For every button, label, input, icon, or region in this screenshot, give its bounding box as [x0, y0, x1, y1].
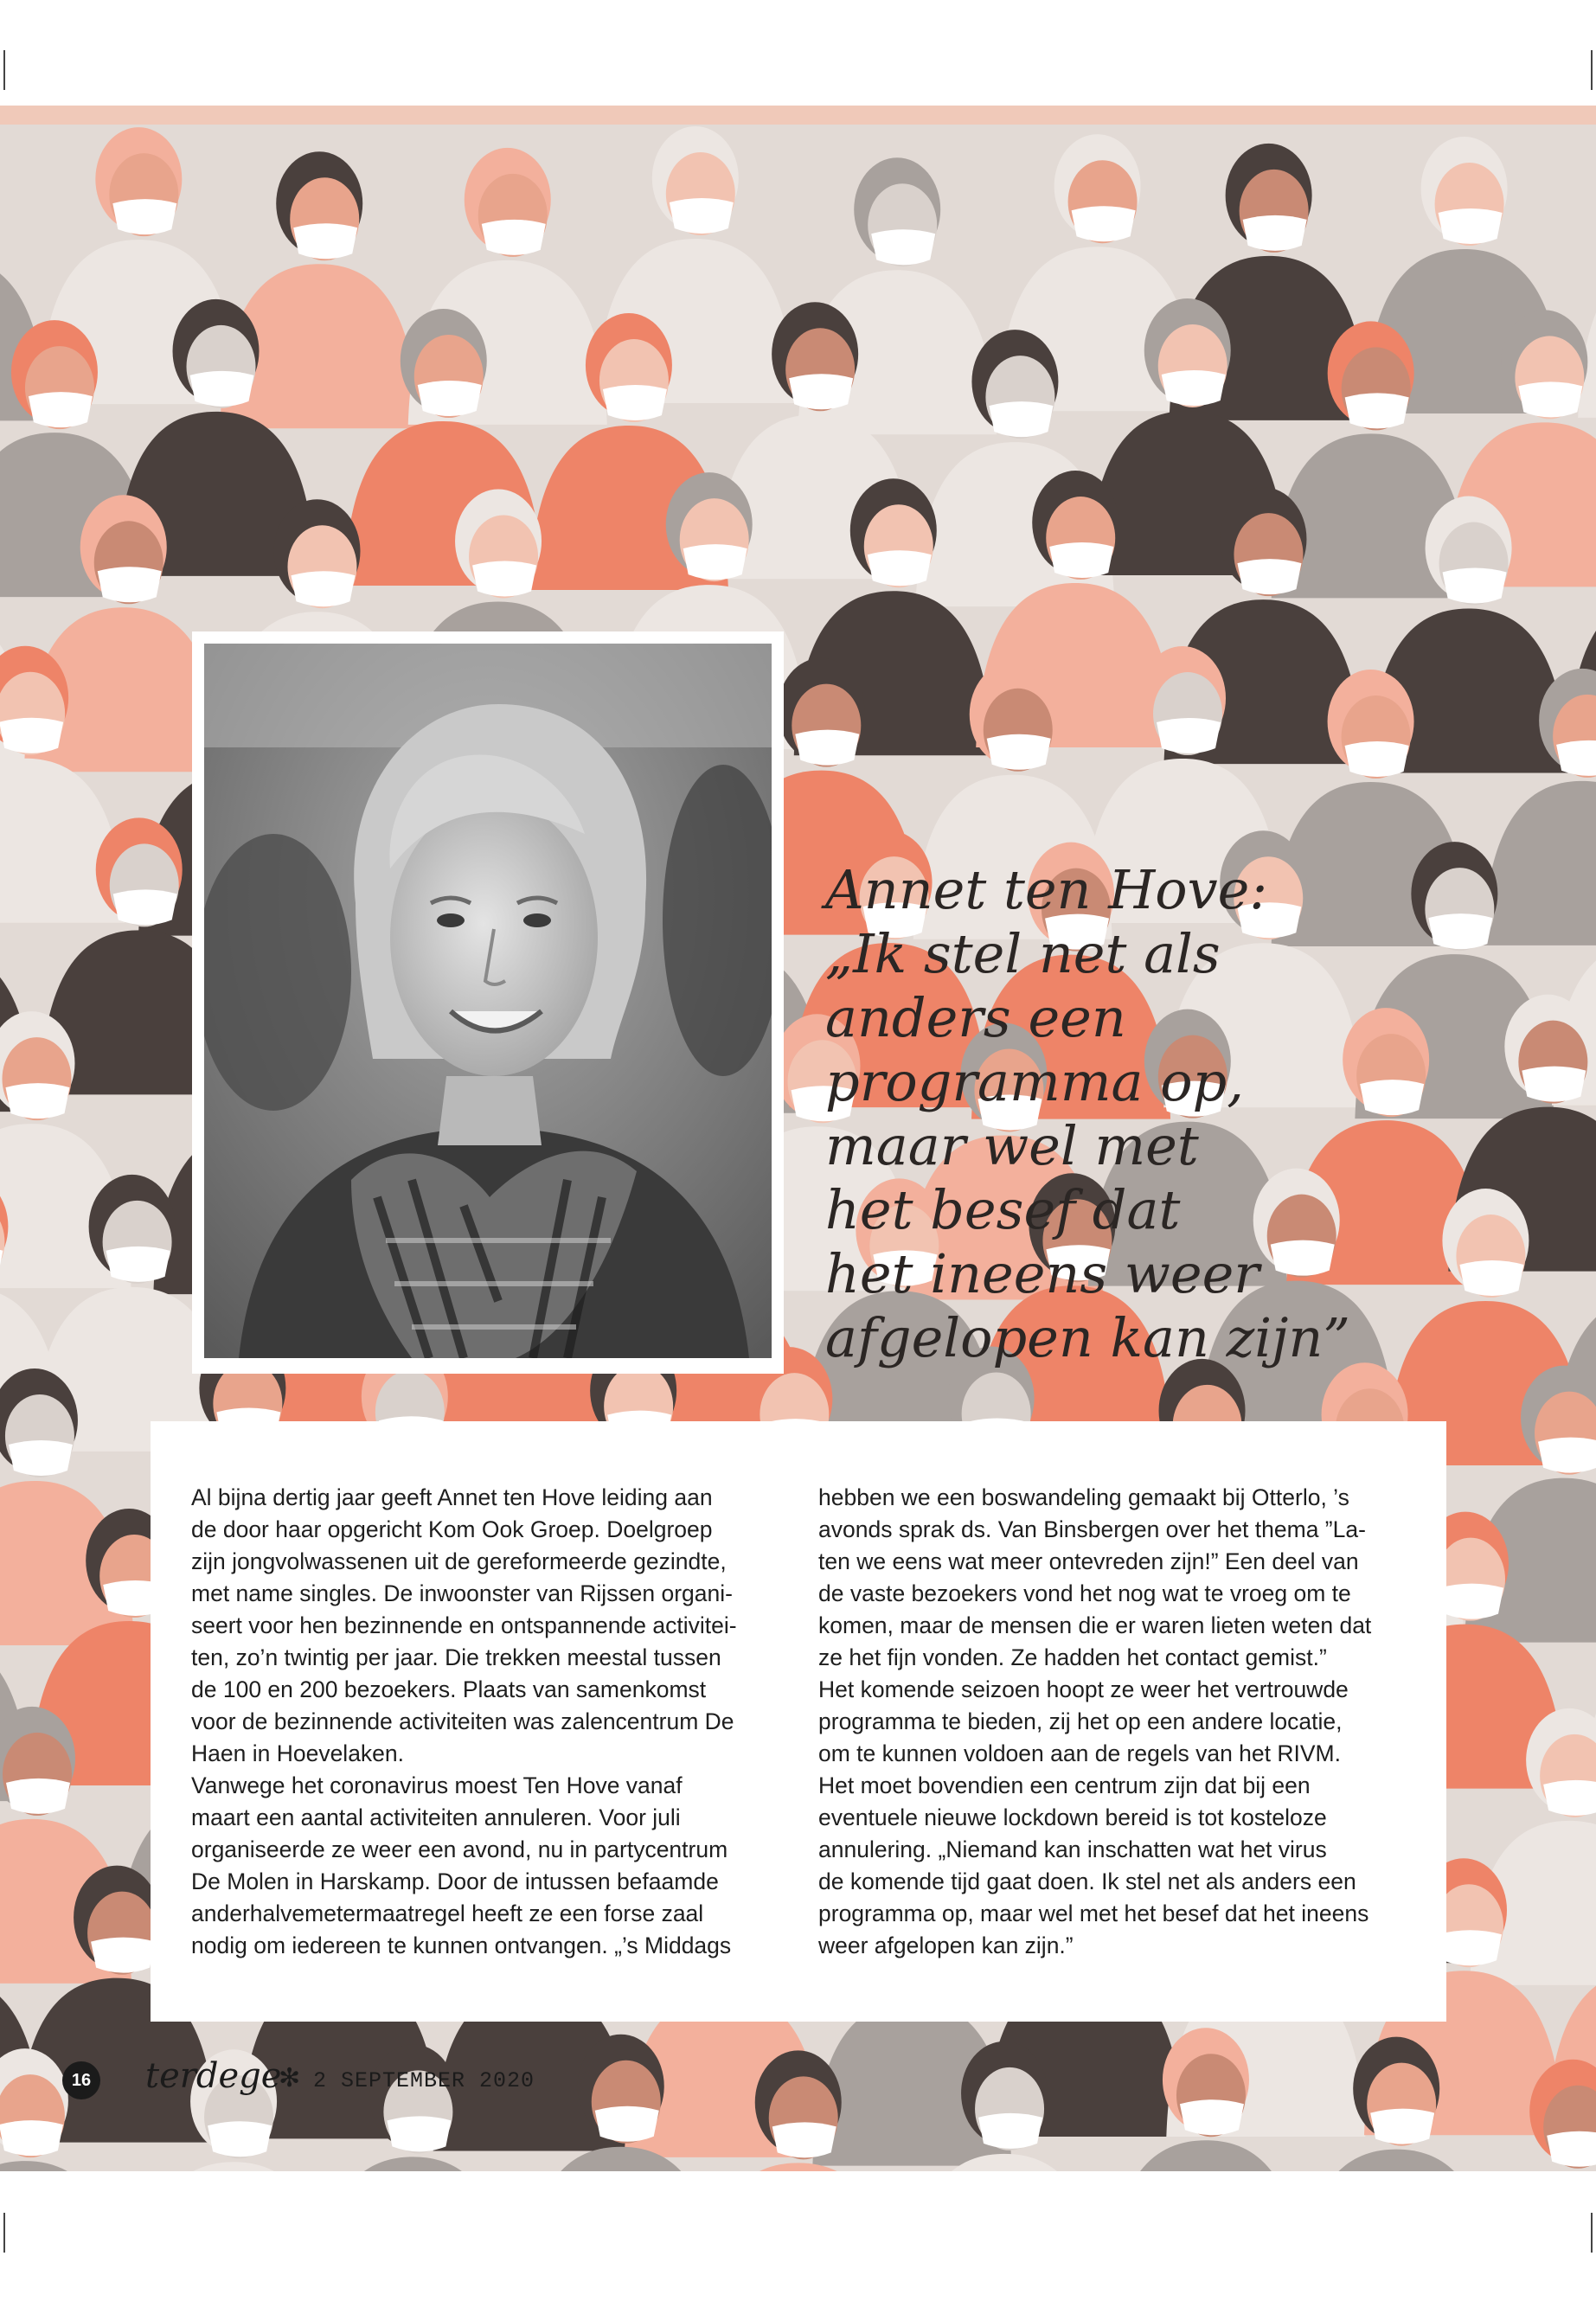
article-line: met name singles. De inwoonster van Rijssen organi-	[191, 1580, 733, 1606]
face-mask-icon	[1345, 393, 1409, 428]
face-mask-icon	[1543, 1780, 1596, 1816]
face-mask-icon	[9, 1440, 73, 1476]
face-mask-icon	[482, 220, 546, 255]
crop-mark-top-right	[1591, 50, 1593, 90]
face-mask-icon	[1438, 1930, 1502, 1965]
face-mask-icon	[1345, 741, 1409, 777]
article-line: ten we eens wat meer ontevreden zijn!” Een deel van	[818, 1548, 1359, 1574]
article-line: de door haar opgericht Kom Ook Groep. Doelgroep	[191, 1516, 713, 1542]
face-mask-icon	[987, 734, 1051, 770]
article-line: weer afgelopen kan zijn.”	[818, 1932, 1074, 1958]
face-mask-icon	[98, 567, 162, 602]
article-line: de 100 en 200 bezoekers. Plaats van samenkomst	[191, 1676, 707, 1702]
article-line: Het komende seizoen hoopt ze weer het vertrouwde	[818, 1676, 1349, 1702]
face-mask-icon	[1443, 568, 1507, 604]
pull-quote-line: afgelopen kan zijn”	[825, 1306, 1350, 1369]
figure-body	[1483, 781, 1596, 945]
face-mask-icon	[795, 730, 859, 766]
face-mask-icon	[1370, 2109, 1434, 2144]
face-mask-icon	[5, 1083, 69, 1118]
article-line: Het moet bovendien een centrum zijn dat bij een	[818, 1772, 1311, 1798]
face-mask-icon	[1556, 740, 1596, 776]
face-mask-icon	[989, 401, 1053, 437]
page-number-badge: 16	[62, 2061, 100, 2099]
header-band	[0, 106, 1596, 125]
pull-quote	[825, 858, 1448, 1370]
face-mask-icon	[1439, 208, 1503, 244]
article-line: seert voor hen bezinnende en ontspannende activitei-	[191, 1612, 737, 1638]
article-line: De Molen in Harskamp. Door de intussen befaamde	[191, 1868, 719, 1894]
article-line: Haen in Hoevelaken.	[191, 1740, 405, 1766]
face-mask-icon	[1547, 2131, 1596, 2167]
article-line: organiseerde ze weer een avond, nu in partycentrum	[191, 1836, 728, 1862]
face-mask-icon	[1439, 1584, 1503, 1619]
face-mask-icon	[1237, 559, 1301, 594]
face-mask-icon	[472, 561, 536, 596]
crop-mark-top-left	[3, 50, 5, 90]
article-line: anderhalvemetermaatregel heeft ze een forse zaal	[191, 1900, 704, 1926]
face-mask-icon	[29, 392, 93, 427]
face-mask-icon	[1518, 381, 1582, 417]
article-line: zijn jongvolwassenen uit de gereformeerde gezindte,	[191, 1548, 727, 1574]
article-line: annulering. „Niemand kan inschatten wat het virus	[818, 1836, 1327, 1862]
article-line: de komende tijd gaat doen. Ik stel net als anders een	[818, 1868, 1356, 1894]
face-mask-icon	[208, 2121, 272, 2157]
figure-body	[313, 2157, 512, 2171]
face-mask-icon	[683, 544, 747, 580]
face-mask-icon	[868, 550, 932, 586]
face-mask-icon	[293, 223, 357, 259]
face-mask-icon	[106, 1247, 170, 1282]
issue-date: 2 SEPTEMBER 2020	[313, 2068, 535, 2093]
separator-star-icon: ✻	[279, 2064, 301, 2093]
pull-quote-line: programma op,	[825, 1050, 1244, 1113]
face-mask-icon	[190, 371, 254, 407]
article-line: ze het fijn vonden. Ze hadden het contact gemist.”	[818, 1644, 1327, 1670]
face-mask-icon	[0, 2120, 63, 2156]
article-line: komen, maar de mensen die er waren lieten weten dat	[818, 1612, 1372, 1638]
crop-mark-bottom-left	[3, 2213, 5, 2253]
article-line: nodig om iedereen te kunnen ontvangen. „’s Middags	[191, 1932, 732, 1958]
article-line: avonds sprak ds. Van Binsbergen over het thema ”La-	[818, 1516, 1366, 1542]
face-mask-icon	[978, 2113, 1042, 2149]
article-line: hebben we een boswandeling gemaakt bij Otterlo, ’s	[818, 1484, 1349, 1510]
pull-quote-line: anders een	[825, 986, 1126, 1049]
article-column-2	[818, 1482, 1408, 1962]
article-line: ten, zo’n twintig per jaar. Die trekken meestal tussen	[191, 1644, 721, 1670]
article-line: maart een aantal activiteiten annuleren. Voor juli	[191, 1804, 681, 1830]
face-mask-icon	[418, 381, 482, 416]
face-mask-icon	[291, 571, 355, 606]
portrait-photo-image	[204, 644, 772, 1358]
article-text-box	[151, 1421, 1446, 2022]
face-mask-icon	[1243, 215, 1307, 251]
article-line: de vaste bezoekers vond het nog wat te vroeg om te	[818, 1580, 1351, 1606]
face-mask-icon	[670, 198, 734, 234]
face-mask-icon	[1157, 718, 1221, 753]
article-column-1	[191, 1482, 781, 1962]
portrait-photo-frame	[192, 631, 784, 1374]
face-mask-icon	[603, 385, 667, 420]
face-mask-icon	[1072, 206, 1136, 241]
face-mask-icon	[1522, 1067, 1586, 1102]
article-line: programma op, maar wel met het besef dat het ineens	[818, 1900, 1369, 1926]
face-mask-icon	[91, 1938, 155, 1973]
face-mask-icon	[387, 2116, 451, 2151]
article-line: voor de bezinnende activiteiten was zalencentrum De	[191, 1708, 734, 1734]
face-mask-icon	[595, 2106, 659, 2142]
face-mask-icon	[1180, 2099, 1244, 2135]
face-mask-icon	[871, 229, 935, 265]
pull-quote-line: het ineens weer	[825, 1242, 1259, 1305]
article-line: om te kunnen voldoen aan de regels van het RIVM.	[818, 1740, 1341, 1766]
article-line: Al bijna dertig jaar geeft Annet ten Hove leiding aan	[191, 1484, 713, 1510]
figure-body	[134, 2162, 333, 2171]
pull-quote-line: maar wel met	[825, 1114, 1199, 1177]
face-mask-icon	[772, 2122, 836, 2157]
pull-quote-line: Annet ten Hove:	[825, 858, 1268, 921]
face-mask-icon	[1049, 542, 1113, 578]
face-mask-icon	[6, 1779, 70, 1814]
crop-mark-bottom-right	[1591, 2213, 1593, 2253]
pull-quote-line: „Ik stel net als	[825, 922, 1221, 985]
figure-body	[1297, 2150, 1496, 2171]
face-mask-icon	[112, 199, 176, 234]
face-mask-icon	[1459, 1260, 1523, 1296]
article-line: programma te bieden, zij het op een andere locatie,	[818, 1708, 1343, 1734]
face-mask-icon	[0, 718, 63, 753]
magazine-logo: terdege	[145, 2056, 282, 2096]
face-mask-icon	[1538, 1438, 1596, 1473]
face-mask-icon	[1162, 370, 1226, 406]
figure-body	[0, 2161, 125, 2171]
figure-body	[1106, 2140, 1305, 2171]
article-line: eventuele nieuwe lockdown bereid is tot kosteloze	[818, 1804, 1327, 1830]
face-mask-icon	[113, 889, 177, 925]
article-line: Vanwege het coronavirus moest Ten Hove vanaf	[191, 1772, 683, 1798]
portrait-photo	[204, 644, 772, 1358]
pull-quote-line: het besef dat	[825, 1178, 1181, 1241]
face-mask-icon	[789, 374, 853, 409]
